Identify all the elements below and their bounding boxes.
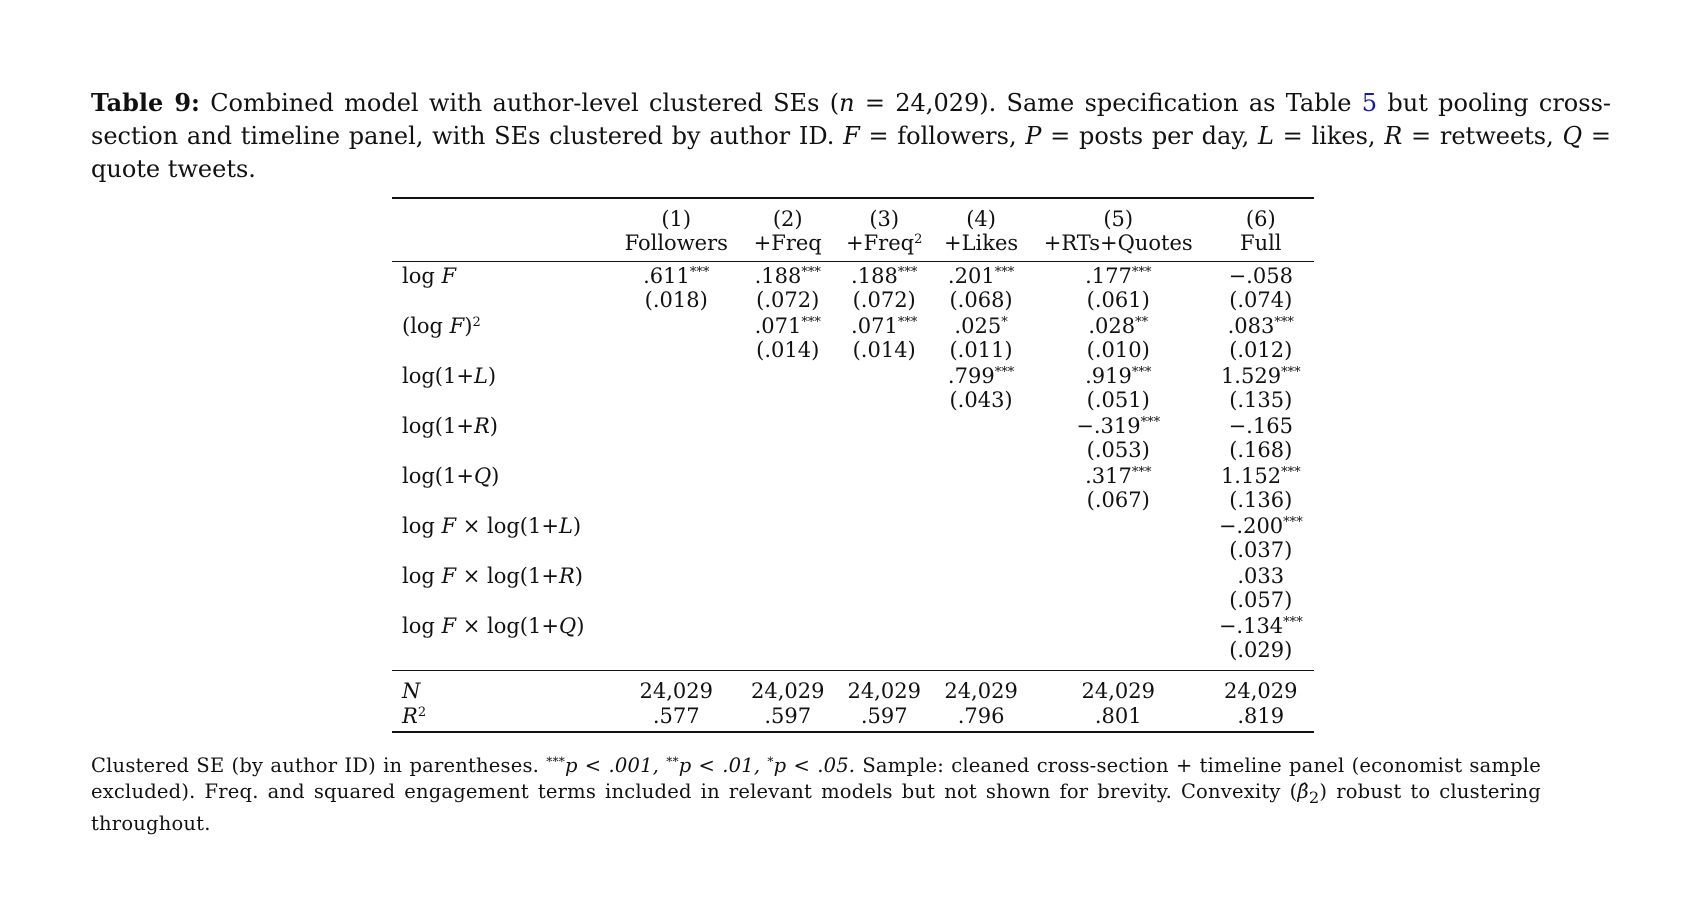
coef-cell: −.165 — [1228, 414, 1293, 438]
coef-cell: .188*** — [754, 264, 821, 288]
se-cell: (.072) — [852, 288, 916, 312]
caption-text-a: Combined model with author-level clustered SEs ( — [210, 89, 840, 117]
coef-cell — [612, 612, 740, 638]
se-cell: (.053) — [1086, 438, 1150, 462]
note-beta: β̂ — [1297, 780, 1309, 803]
stats-cell: 24,029 — [944, 679, 1018, 703]
coef-cell — [933, 462, 1029, 488]
se-cell — [740, 638, 835, 662]
se-cell — [835, 388, 933, 412]
caption-text-b: = 24,029). Same specification as Table — [854, 89, 1362, 117]
se-cell: (.057) — [1229, 588, 1293, 612]
note-text-a: Clustered SE (by author ID) in parentheses. — [91, 754, 547, 777]
stats-cell: .597 — [860, 704, 908, 728]
row-label: log F × log(1+Q) — [402, 614, 585, 638]
stats-cell: 24,029 — [1224, 679, 1298, 703]
se-cell: (.136) — [1229, 488, 1293, 512]
coef-cell — [933, 512, 1029, 538]
stats-cell: 24,029 — [750, 679, 825, 703]
se-cell: (.014) — [756, 338, 820, 362]
row-label-empty — [392, 338, 612, 362]
coef-body — [392, 262, 1314, 663]
def-r: = retweets, — [1402, 122, 1563, 150]
stats-body — [392, 671, 1314, 732]
table-row — [392, 312, 1314, 338]
se-cell — [740, 388, 835, 412]
coef-cell — [835, 412, 933, 438]
se-cell — [933, 588, 1029, 612]
note-beta-sub: 2 — [1308, 787, 1320, 807]
coef-cell — [1029, 562, 1208, 588]
def-q: = quote tweets. — [91, 122, 1611, 183]
coef-cell — [612, 412, 740, 438]
se-cell — [612, 588, 740, 612]
header-empty — [392, 231, 612, 261]
coef-cell — [612, 512, 740, 538]
coef-cell: −.058 — [1228, 264, 1293, 288]
col-name: +Freq — [753, 231, 822, 255]
note-star2: ** — [666, 754, 679, 769]
row-label: log F — [402, 264, 457, 288]
coef-cell: .188*** — [851, 264, 918, 288]
col-number: (4) — [966, 207, 996, 231]
coef-cell — [835, 462, 933, 488]
stats-label: $R^2$ — [402, 704, 427, 728]
row-label-empty — [392, 588, 612, 612]
se-cell: (.010) — [1086, 338, 1150, 362]
coef-cell: −.319*** — [1076, 414, 1161, 438]
se-cell: (.012) — [1229, 338, 1293, 362]
se-cell — [1029, 638, 1208, 662]
table-row — [392, 638, 1314, 662]
stats-cell: .796 — [957, 704, 1005, 728]
coef-cell — [740, 412, 835, 438]
table-row — [392, 612, 1314, 638]
se-cell — [612, 488, 740, 512]
table-row — [392, 588, 1314, 612]
coef-cell: −.200*** — [1218, 514, 1303, 538]
coef-cell — [740, 362, 835, 388]
table-row — [392, 438, 1314, 462]
col-name-text: +Freq — [846, 231, 915, 255]
se-cell: (.072) — [756, 288, 820, 312]
row-label-empty — [392, 388, 612, 412]
stats-row — [392, 704, 1314, 731]
se-cell — [612, 388, 740, 412]
se-cell — [835, 638, 933, 662]
coef-cell — [740, 562, 835, 588]
table-ref-link[interactable]: 5 — [1361, 89, 1378, 117]
table-note — [91, 753, 1541, 837]
se-cell — [612, 338, 740, 362]
coef-cell — [740, 512, 835, 538]
coef-cell — [740, 612, 835, 638]
coef-cell: .177*** — [1085, 264, 1152, 288]
coef-cell: .201*** — [947, 264, 1015, 288]
coef-cell — [835, 512, 933, 538]
se-cell — [1029, 538, 1208, 562]
coef-cell — [1029, 512, 1208, 538]
coef-cell — [835, 362, 933, 388]
table-row — [392, 512, 1314, 538]
coef-cell: .025* — [954, 314, 1008, 338]
col-number: (6) — [1245, 207, 1276, 231]
note-star3: *** — [546, 754, 565, 769]
se-cell: (.074) — [1229, 288, 1293, 312]
stats-cell: .801 — [1094, 704, 1142, 728]
caption-n-var: n — [839, 89, 855, 117]
col-name: Full — [1240, 231, 1282, 255]
se-cell: (.029) — [1229, 638, 1293, 662]
se-cell: (.014) — [852, 338, 916, 362]
se-cell — [933, 638, 1029, 662]
se-cell: (.051) — [1086, 388, 1150, 412]
se-cell — [740, 438, 835, 462]
def-f: = followers, — [859, 122, 1026, 150]
var-f: F — [843, 122, 860, 150]
coef-cell — [740, 462, 835, 488]
note-p3: p < .001, — [564, 754, 667, 777]
stats-label: N — [402, 679, 421, 703]
stats-cell: .819 — [1237, 704, 1285, 728]
regression-table — [392, 197, 1314, 733]
se-cell — [612, 638, 740, 662]
stats-cell: 24,029 — [847, 679, 921, 703]
table-row — [392, 388, 1314, 412]
se-cell — [835, 488, 933, 512]
se-cell — [612, 538, 740, 562]
note-text-b: Sample: cleaned cross-section + timeline panel (economist sample excluded). Freq. and squared engagement terms included in relevant models but not shown for brevity. Convexity ( — [91, 754, 1541, 803]
table-row — [392, 288, 1314, 312]
def-p: = posts per day, — [1041, 122, 1258, 150]
se-cell — [835, 588, 933, 612]
table-row — [392, 412, 1314, 438]
col-number: (2) — [772, 207, 803, 231]
note-text-c: ) robust to clustering throughout. — [91, 780, 1541, 835]
row-label: log(1+Q) — [402, 464, 500, 488]
coef-cell: 1.152*** — [1220, 464, 1301, 488]
coef-cell: .071*** — [754, 314, 821, 338]
caption-text-c: but pooling cross-section and timeline panel, with SEs clustered by author ID. — [91, 89, 1612, 150]
coef-cell: .033 — [1237, 564, 1285, 588]
coef-cell: .317*** — [1085, 464, 1152, 488]
stats-cell: .577 — [652, 704, 700, 728]
col-name-sup: 2 — [914, 231, 923, 247]
se-cell — [740, 588, 835, 612]
row-label-empty — [392, 438, 612, 462]
se-cell — [835, 538, 933, 562]
coef-cell: .083*** — [1227, 314, 1294, 338]
se-cell: (.061) — [1086, 288, 1150, 312]
col-number: (5) — [1103, 207, 1134, 231]
var-r: R — [1384, 122, 1403, 150]
row-label-empty — [392, 638, 612, 662]
row-label-empty — [392, 288, 612, 312]
se-cell — [933, 538, 1029, 562]
col-name: +Likes — [943, 231, 1019, 255]
col-name — [835, 231, 933, 261]
se-cell: (.018) — [644, 288, 708, 312]
se-cell: (.135) — [1229, 388, 1293, 412]
coef-cell: .028** — [1088, 314, 1149, 338]
var-p: P — [1025, 122, 1042, 150]
caption-label: Table 9: — [91, 88, 200, 117]
table-row — [392, 262, 1314, 289]
var-l: L — [1257, 122, 1274, 150]
table-row — [392, 488, 1314, 512]
note-p2: p < .01, — [678, 754, 768, 777]
col-name: +RTs+Quotes — [1043, 231, 1193, 255]
table-row — [392, 562, 1314, 588]
se-cell: (.067) — [1086, 488, 1150, 512]
table-caption — [91, 86, 1611, 186]
coef-cell: −.134*** — [1218, 614, 1303, 638]
row-label: log(1+L) — [402, 364, 497, 388]
coef-cell — [612, 562, 740, 588]
coef-cell — [835, 612, 933, 638]
row-label-empty — [392, 488, 612, 512]
stats-cell: 24,029 — [639, 679, 713, 703]
se-cell — [612, 438, 740, 462]
stats-cell: .597 — [764, 704, 812, 728]
coef-cell — [612, 312, 740, 338]
coef-cell — [612, 462, 740, 488]
se-cell — [933, 488, 1029, 512]
se-cell — [740, 488, 835, 512]
coef-cell: .071*** — [851, 314, 918, 338]
se-cell — [933, 438, 1029, 462]
col-number: (3) — [869, 207, 900, 231]
coef-cell: .611*** — [643, 264, 710, 288]
table-row — [392, 362, 1314, 388]
row-label: log F × log(1+R) — [402, 564, 583, 588]
se-cell — [740, 538, 835, 562]
se-cell: (.043) — [949, 388, 1013, 412]
coef-cell — [933, 412, 1029, 438]
table-row — [392, 462, 1314, 488]
coef-cell — [1029, 612, 1208, 638]
se-cell: (.168) — [1229, 438, 1293, 462]
row-label-empty — [392, 538, 612, 562]
se-cell — [1029, 588, 1208, 612]
note-star1: * — [767, 754, 774, 769]
row-label: log(1+R) — [402, 414, 498, 438]
row-label: log F × log(1+L) — [402, 514, 582, 538]
coef-cell: .799*** — [947, 364, 1015, 388]
se-cell: (.037) — [1229, 538, 1293, 562]
col-name: Followers — [624, 231, 728, 255]
coef-cell — [933, 612, 1029, 638]
coef-cell: 1.529*** — [1220, 364, 1301, 388]
stats-cell: 24,029 — [1081, 679, 1155, 703]
coef-cell — [612, 362, 740, 388]
coef-cell — [933, 562, 1029, 588]
row-label: (log F)$^2$ — [402, 314, 481, 338]
se-cell: (.068) — [949, 288, 1013, 312]
se-cell: (.011) — [949, 338, 1013, 362]
def-l: = likes, — [1273, 122, 1385, 150]
header-empty — [392, 198, 612, 231]
coef-cell: .919*** — [1085, 364, 1152, 388]
var-q: Q — [1562, 122, 1583, 150]
table-row — [392, 338, 1314, 362]
col-number: (1) — [661, 207, 692, 231]
se-cell — [835, 438, 933, 462]
coef-cell — [835, 562, 933, 588]
stats-row — [392, 671, 1314, 705]
table-row — [392, 538, 1314, 562]
note-p1: p < .05. — [773, 754, 863, 777]
